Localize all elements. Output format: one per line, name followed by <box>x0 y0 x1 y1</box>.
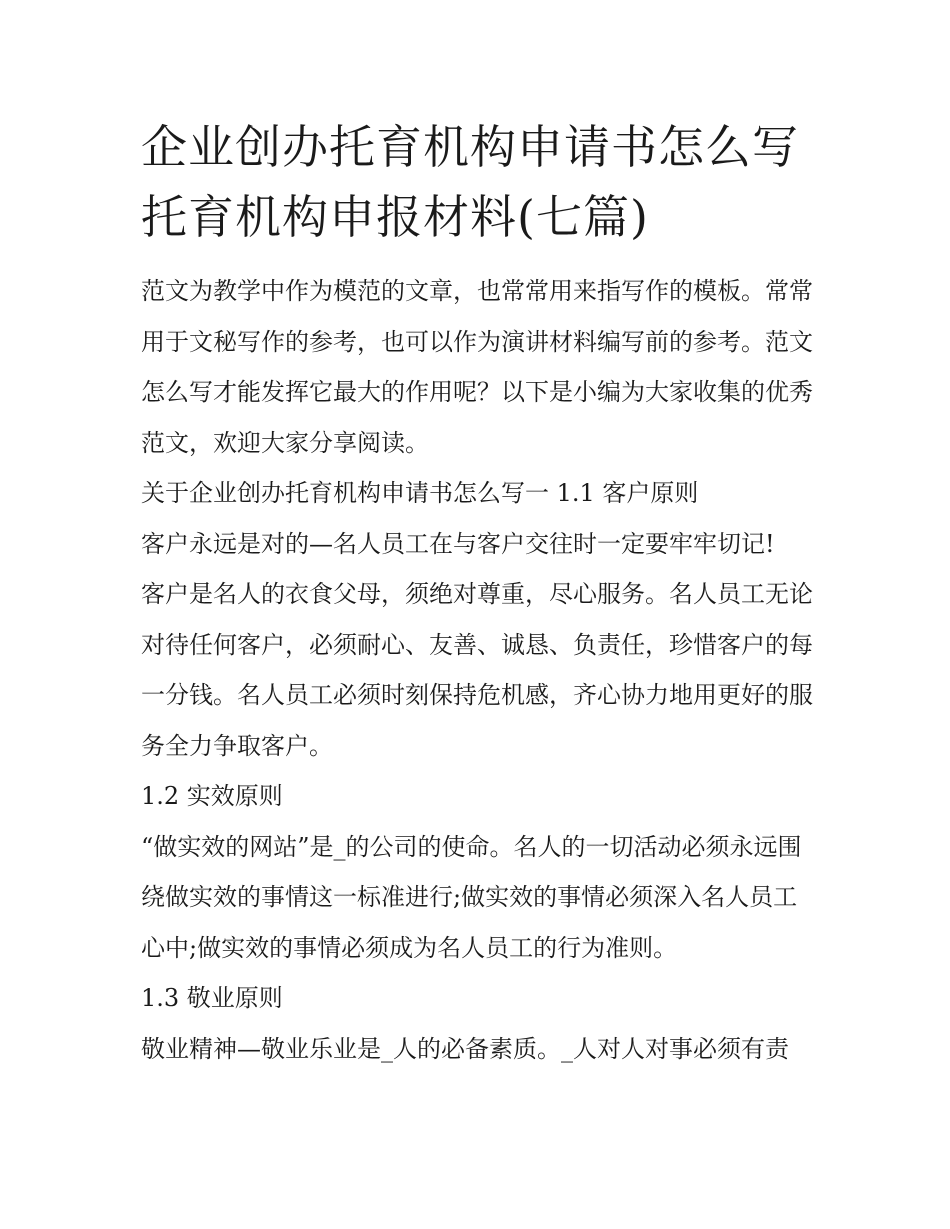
document-title: 企业创办托育机构申请书怎么写 托育机构申报材料(七篇) <box>141 120 799 244</box>
dedication-paragraph: 敬业精神—敬业乐业是_人的必备素质。_人对人对事必须有责 <box>141 1034 789 1063</box>
intro-paragraph: 范文为教学中作为模范的文章，也常常用来指写作的模板。常常用于文秘写作的参考，也可以作为演讲材料编写前的参考。范文怎么写才能发挥它最大的作用呢？以下是小编为大家收集的优秀范文，欢迎大家分享阅读。 <box>141 277 813 457</box>
section-heading-dedication-principle: 1.3 敬业原则 <box>141 984 283 1012</box>
effectiveness-paragraph: “做实效的网站”是_的公司的使命。名人的一切活动必须永远围绕做实效的事情这一标准进行;做实效的事情必须深入名人员工心中;做实效的事情必须成为名人员工的行为准则。 <box>141 832 802 962</box>
customer-motto-paragraph: 客户永远是对的—名人员工在与客户交往时一定要牢牢切记! <box>141 529 775 558</box>
section-heading-effectiveness-principle: 1.2 实效原则 <box>141 782 283 810</box>
section-heading-customer-principle: 关于企业创办托育机构申请书怎么写一 1.1 客户原则 <box>141 479 699 507</box>
customer-service-paragraph: 客户是名人的衣食父母，须绝对尊重，尽心服务。名人员工无论对待任何客户，必须耐心、友善、诚恳、负责任，珍惜客户的每一分钱。名人员工必须时刻保持危机感，齐心协力地用更好的服务全力争取客户。 <box>141 580 813 760</box>
document-page <box>141 112 813 1074</box>
